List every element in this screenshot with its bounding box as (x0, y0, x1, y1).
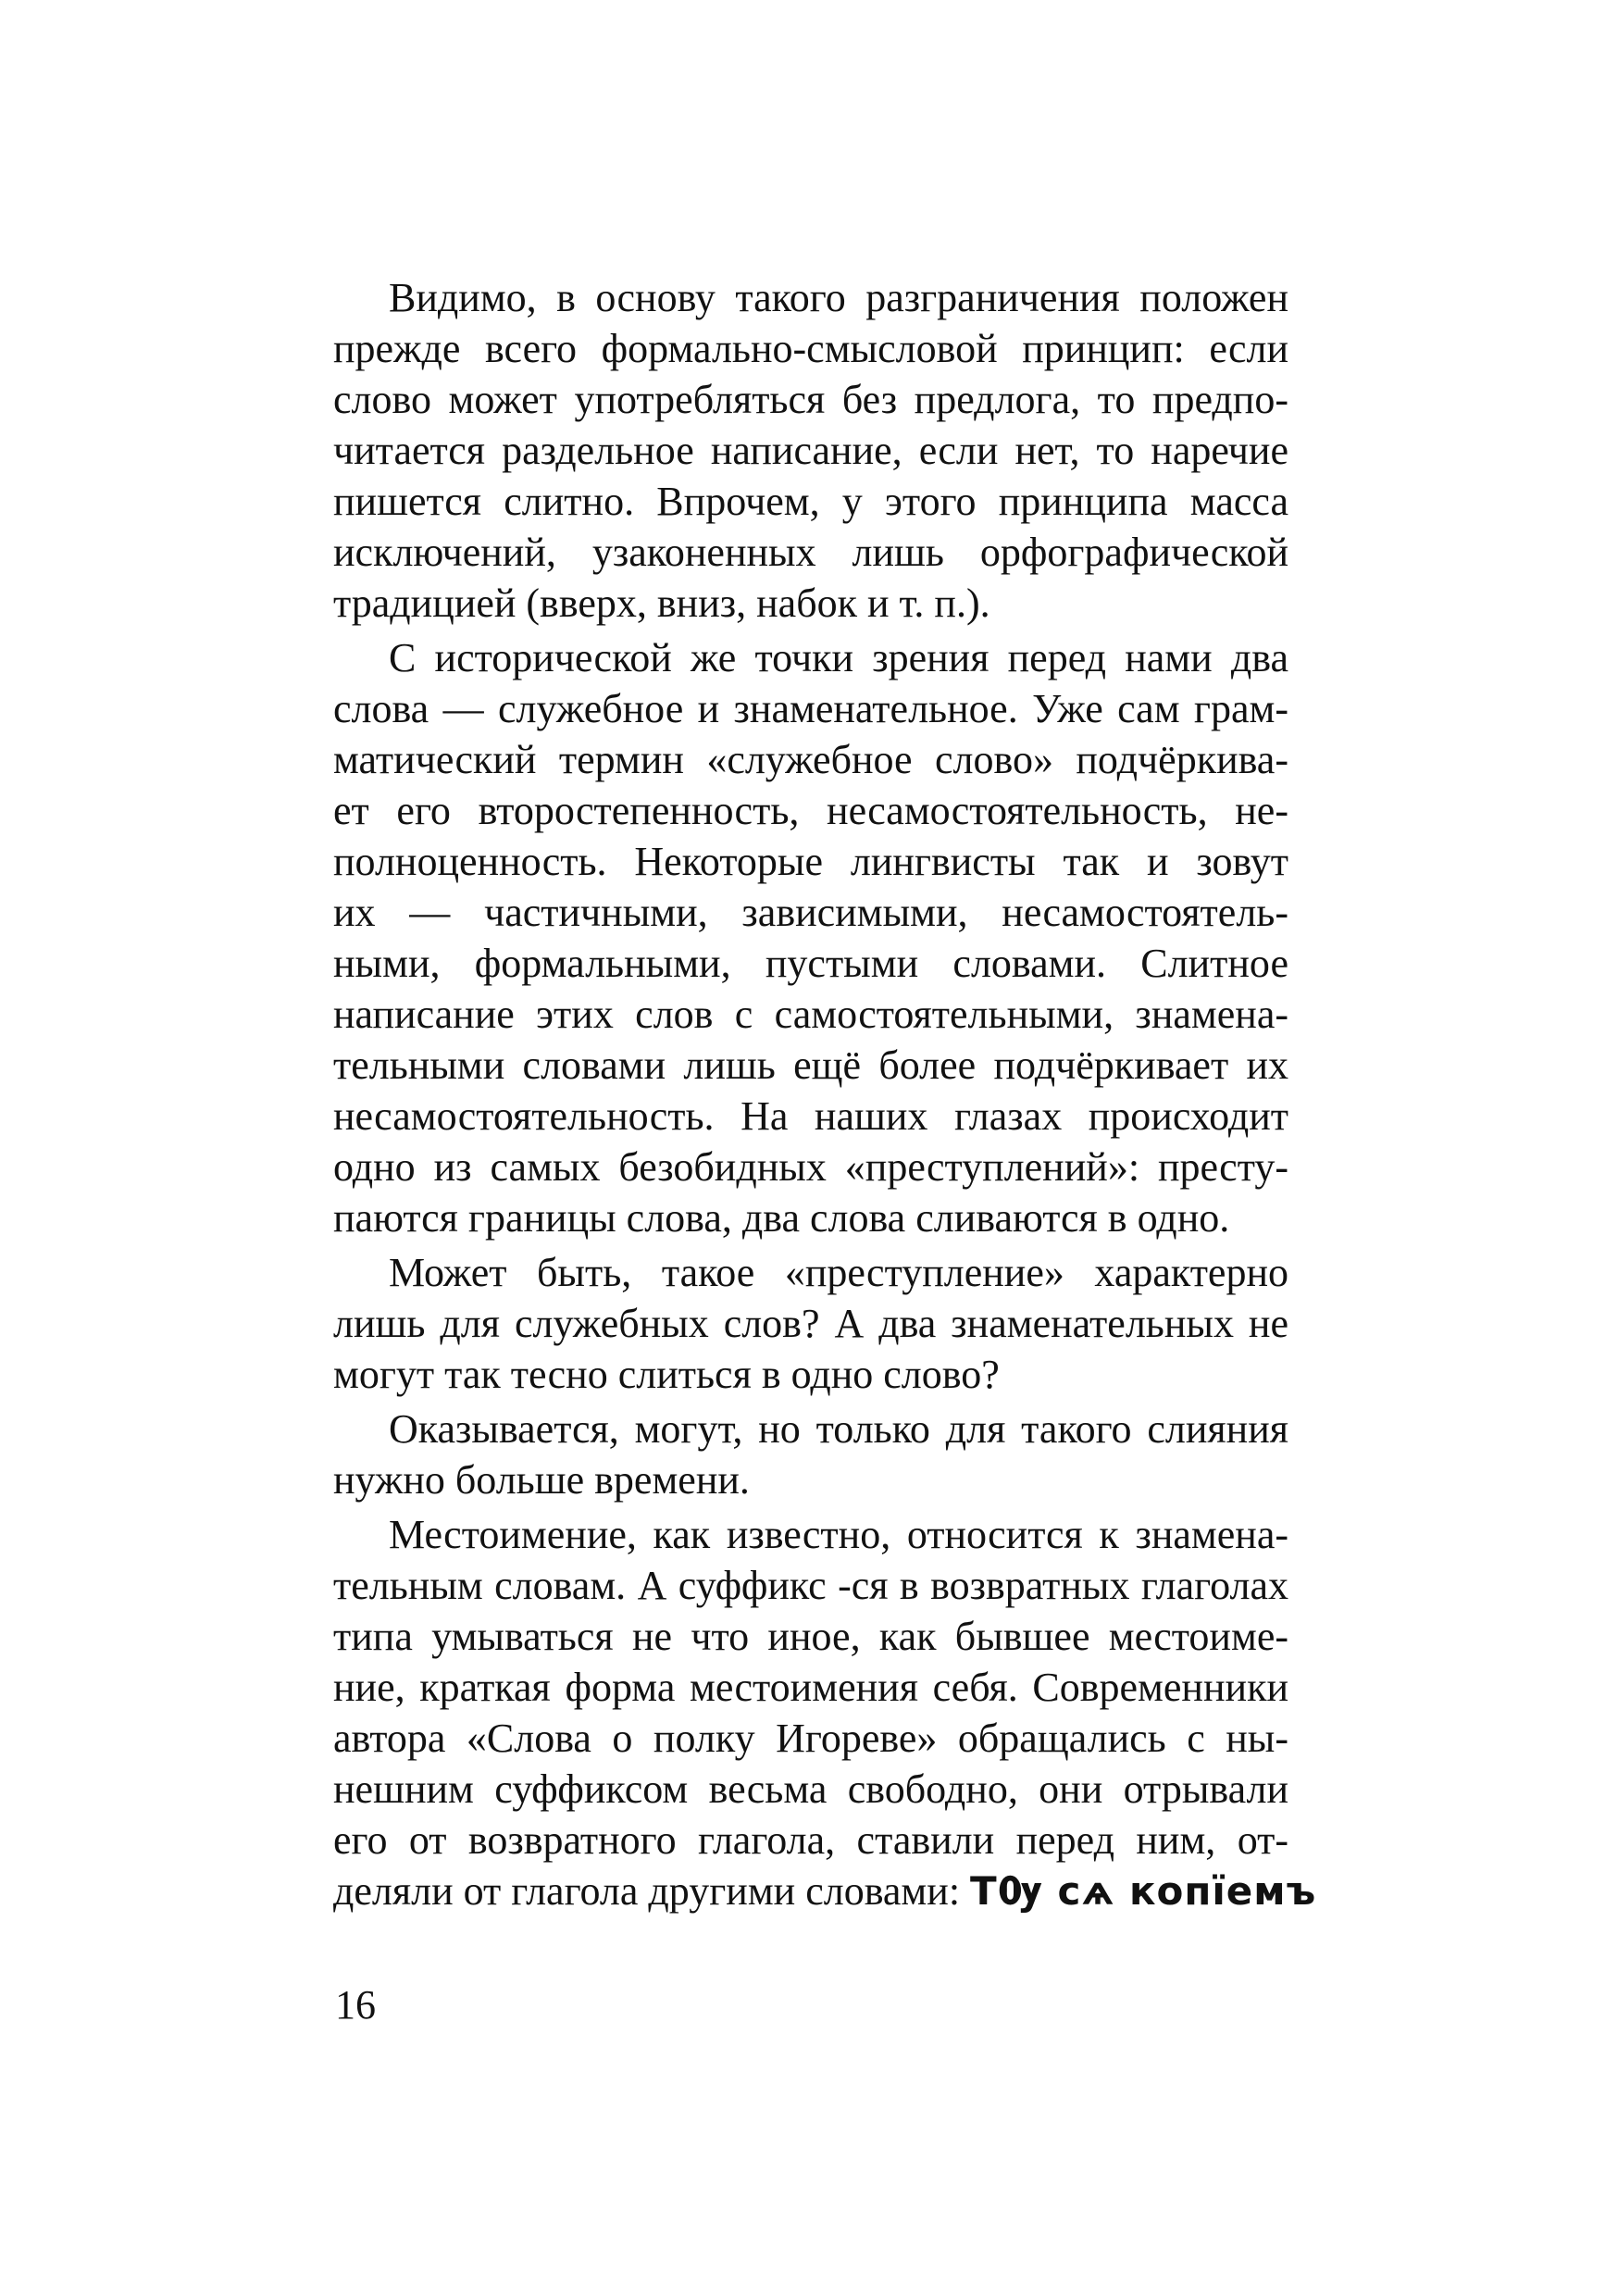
text-line: Может быть, такое «преступление» характерно (389, 1250, 1288, 1295)
text-line: слова — служебное и знаменательное. Уже сам грам- (333, 686, 1288, 731)
paragraph-1 (333, 272, 1288, 629)
text-line: Оказывается, могут, но только для такого слияния (389, 1406, 1288, 1452)
text-line: ние, краткая форма местоимения себя. Современники (333, 1665, 1288, 1710)
text-line: пишется слитно. Впрочем, у этого принципа масса (333, 479, 1288, 524)
paragraph-4 (333, 1404, 1288, 1505)
text-line: его от возвратного глагола, ставили перед ним, от- (333, 1817, 1288, 1863)
text-line: несамостоятельность. На наших глазах происходит (333, 1093, 1288, 1139)
text-line: Видимо, в основу такого разграничения положен (389, 275, 1288, 320)
text-line: читается раздельное написание, если нет, то наречие (333, 428, 1288, 473)
text-line: тельным словам. А суффикс -ся в возвратных глаголах (333, 1563, 1288, 1608)
paragraph-5 (333, 1509, 1317, 1916)
text-line: ными, формальными, пустыми словами. Слитное (333, 941, 1288, 986)
text-line: написание этих слов с самостоятельными, знамена- (333, 992, 1288, 1037)
final-line-text: деляли от глагола другими словами: (333, 1868, 961, 1914)
text-line: прежде всего формально-смысловой принцип: если (333, 326, 1288, 371)
text-line: лишь для служебных слов? А два знаменательных не (333, 1301, 1288, 1346)
text-line: матический термин «служебное слово» подчёркива- (333, 737, 1288, 782)
text-line: одно из самых безобидных «преступлений»: престу- (333, 1144, 1288, 1190)
page-body (333, 272, 1317, 1916)
text-line: исключений, узаконенных лишь орфографической (333, 530, 1288, 575)
text-line: С исторической же точки зрения перед нами два (389, 635, 1288, 680)
text-line: паются границы слова, два слова сливаются в одно. (333, 1195, 1230, 1241)
text-line: ет его второстепенность, несамостоятельность, не- (333, 788, 1288, 833)
text-line: традицией (вверх, вниз, набок и т. п.). (333, 580, 990, 626)
text-line: Местоимение, как известно, относится к знамена- (389, 1512, 1288, 1557)
text-line: тельными словами лишь ещё более подчёркивает их (333, 1042, 1288, 1088)
text-line: могут так тесно слиться в одно слово? (333, 1352, 1000, 1397)
text-line: автора «Слова о полку Игореве» обращались с ны- (333, 1716, 1288, 1761)
text-line: нужно больше времени. (333, 1457, 750, 1503)
text-line: полноценность. Некоторые лингвисты так и зовут (333, 839, 1288, 884)
page-number: 16 (335, 1982, 376, 2028)
old-slavonic-quote: ТѸ сѧ копїемъ (970, 1868, 1317, 1914)
text-line: нешним суффиксом весьма свободно, они отрывали (333, 1766, 1288, 1812)
paragraph-2 (333, 632, 1288, 1243)
text-line: типа умываться не что иное, как бывшее местоиме- (333, 1614, 1288, 1659)
paragraph-3 (333, 1247, 1288, 1400)
text-line: их — частичными, зависимыми, несамостоятель- (333, 890, 1288, 935)
text-line-final (333, 1866, 1317, 1916)
text-line: слово может употребляться без предлога, то предпо- (333, 377, 1288, 422)
